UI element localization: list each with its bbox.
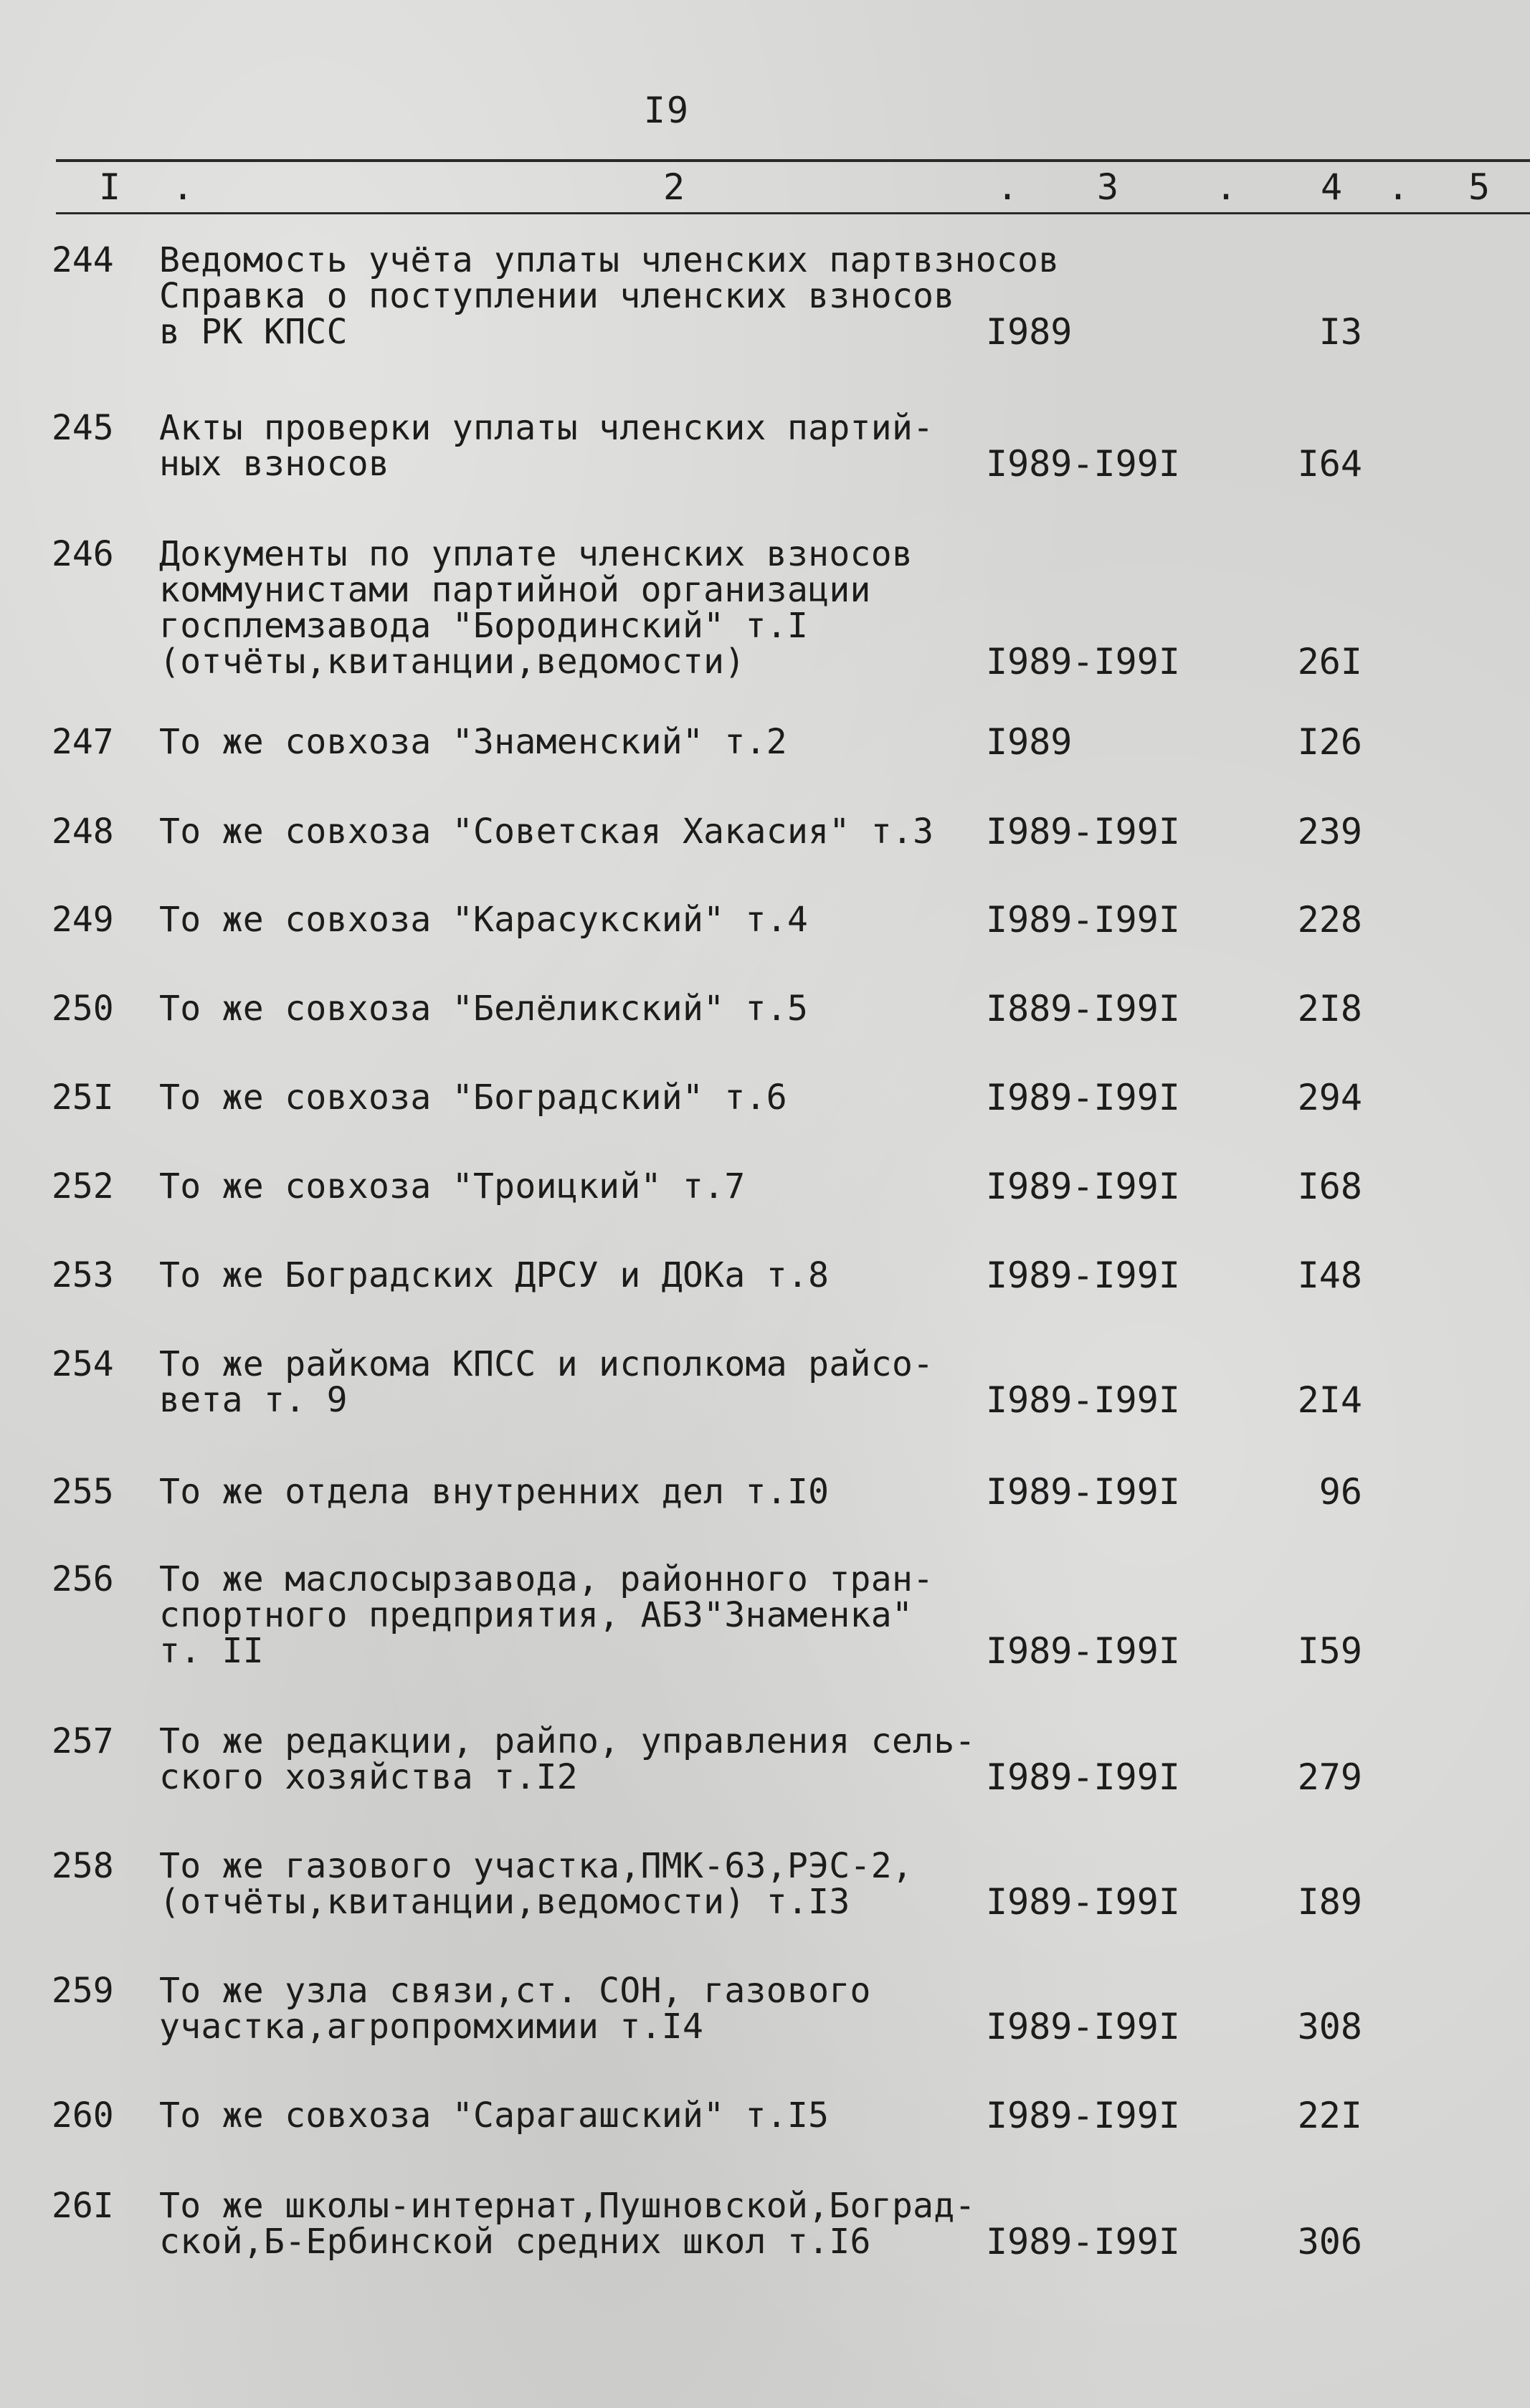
item-number: 249 — [52, 900, 114, 940]
item-sheet-count: 306 — [1297, 2221, 1362, 2262]
item-number: 245 — [52, 408, 114, 448]
item-description — [159, 724, 1005, 760]
item-description — [159, 1848, 1005, 1920]
item-number: 252 — [52, 1166, 114, 1207]
description-line: в РК КПСС — [159, 312, 348, 352]
description-line: То же совхоза "Знаменский" т.2 — [159, 722, 787, 762]
description-line: То же маслосырзавода, районного тран- — [159, 1559, 934, 1599]
item-description — [159, 1973, 1005, 2045]
description-line: То же газового участка,ПМК-63,РЭС-2, — [159, 1846, 913, 1886]
item-number: 259 — [52, 1971, 114, 2011]
item-years: I989-I99I — [986, 2006, 1180, 2047]
item-description — [159, 1166, 1005, 1207]
item-years: I989-I99I — [986, 1166, 1180, 1207]
description-line: То же совхоза "Карасукский" т.4 — [159, 900, 809, 940]
item-years: I989-I99I — [986, 899, 1180, 941]
description-line: коммунистами партийной организации — [159, 570, 871, 610]
item-sheet-count: I89 — [1297, 1881, 1362, 1923]
item-description — [159, 991, 1005, 1027]
description-line: ской,Б-Ербинской средних школ т.I6 — [159, 2222, 871, 2262]
description-line: ных взносов — [159, 444, 390, 484]
item-description — [159, 2188, 1005, 2260]
item-description — [159, 536, 1005, 680]
item-sheet-count: 294 — [1297, 1077, 1362, 1118]
description-line: То же школы-интернат,Пушновской,Боград- — [159, 2186, 976, 2226]
description-line: То же райкома КПСС и исполкома райсо- — [159, 1344, 934, 1384]
item-number: 258 — [52, 1846, 114, 1886]
item-sheet-count: 228 — [1297, 899, 1362, 941]
column-header-2: 2 — [663, 166, 685, 208]
column-header-5: 5 — [1468, 166, 1491, 208]
item-number: 25I — [52, 1077, 114, 1118]
column-separator: . — [1387, 166, 1410, 208]
description-line: Акты проверки уплаты членских партий- — [159, 408, 934, 448]
item-number: 244 — [52, 240, 114, 280]
header-rule-bottom — [56, 212, 1530, 214]
item-description — [159, 1561, 1005, 1669]
item-description — [159, 1077, 1005, 1118]
item-number: 246 — [52, 534, 114, 574]
item-sheet-count: I59 — [1297, 1630, 1362, 1672]
description-line: Ведомость учёта уплаты членских партвзносов — [159, 240, 1060, 280]
description-line: (отчёты,квитанции,ведомости) т.I3 — [159, 1882, 850, 1922]
item-sheet-count: I26 — [1297, 721, 1362, 763]
description-line: участка,агропромхимии т.I4 — [159, 2007, 704, 2047]
item-sheet-count: I3 — [1318, 311, 1362, 353]
item-years: I889-I99I — [986, 988, 1180, 1029]
item-description — [159, 1723, 1005, 1795]
item-years: I989-I99I — [986, 811, 1180, 852]
description-line: госплемзавода "Бородинский" т.I — [159, 606, 809, 646]
item-number: 253 — [52, 1255, 114, 1295]
item-description — [159, 902, 1005, 938]
description-line: То же отдела внутренних дел т.I0 — [159, 1472, 830, 1512]
item-description — [159, 2095, 1005, 2136]
column-header-4: 4 — [1321, 166, 1343, 208]
item-number: 255 — [52, 1472, 114, 1512]
column-separator: . — [1215, 166, 1237, 208]
item-description — [159, 1474, 1005, 1510]
item-number: 254 — [52, 1344, 114, 1384]
item-number: 247 — [52, 722, 114, 762]
item-years: I989-I99I — [986, 1255, 1180, 1296]
description-line: вета т. 9 — [159, 1380, 348, 1420]
column-separator: . — [172, 166, 194, 208]
item-number: 256 — [52, 1559, 114, 1599]
description-line: То же совхоза "Троицкий" т.7 — [159, 1166, 746, 1207]
item-description — [159, 410, 1005, 482]
item-sheet-count: I48 — [1297, 1255, 1362, 1296]
item-sheet-count: 2I8 — [1297, 988, 1362, 1029]
item-sheet-count: 2I4 — [1297, 1379, 1362, 1421]
item-years: I989-I99I — [986, 443, 1180, 485]
description-line: Справка о поступлении членских взносов — [159, 276, 955, 316]
item-sheet-count: 308 — [1297, 2006, 1362, 2047]
column-separator: . — [997, 166, 1019, 208]
description-line: То же узла связи,ст. СОН, газового — [159, 1971, 871, 2011]
item-sheet-count: 22I — [1297, 2095, 1362, 2136]
description-line: То же совхоза "Белёликский" т.5 — [159, 989, 809, 1029]
column-header-1: I — [99, 166, 121, 208]
item-sheet-count: 26I — [1297, 641, 1362, 682]
item-number: 26I — [52, 2186, 114, 2226]
item-years: I989 — [986, 311, 1073, 353]
description-line: То же Боградских ДРСУ и ДОКа т.8 — [159, 1255, 830, 1295]
item-description — [159, 814, 1005, 850]
item-description — [159, 1257, 1005, 1293]
item-number: 250 — [52, 989, 114, 1029]
page-number: I9 — [643, 90, 690, 131]
item-years: I989-I99I — [986, 2095, 1180, 2136]
item-years: I989-I99I — [986, 1471, 1180, 1513]
column-header-3: 3 — [1097, 166, 1119, 208]
description-line: То же совхоза "Боградский" т.6 — [159, 1077, 787, 1118]
item-number: 248 — [52, 812, 114, 852]
description-line: спортного предприятия, АБЗ"Знаменка" — [159, 1595, 913, 1635]
description-line: т. II — [159, 1631, 264, 1671]
description-line: То же редакции, райпо, управления сель- — [159, 1721, 976, 1761]
item-years: I989-I99I — [986, 1630, 1180, 1672]
description-line: Документы по уплате членских взносов — [159, 534, 913, 574]
description-line: (отчёты,квитанции,ведомости) — [159, 642, 746, 682]
description-line: То же совхоза "Сарагашский" т.I5 — [159, 2095, 830, 2136]
item-sheet-count: 96 — [1318, 1471, 1362, 1513]
item-years: I989-I99I — [986, 1077, 1180, 1118]
item-sheet-count: I68 — [1297, 1166, 1362, 1207]
item-number: 260 — [52, 2095, 114, 2136]
item-sheet-count: 279 — [1297, 1756, 1362, 1798]
item-number: 257 — [52, 1721, 114, 1761]
item-sheet-count: 239 — [1297, 811, 1362, 852]
description-line: То же совхоза "Советская Хакасия" т.3 — [159, 812, 934, 852]
item-sheet-count: I64 — [1297, 443, 1362, 485]
item-years: I989 — [986, 721, 1073, 763]
item-years: I989-I99I — [986, 641, 1180, 682]
header-rule-top — [56, 159, 1530, 162]
description-line: ского хозяйства т.I2 — [159, 1757, 578, 1797]
item-years: I989-I99I — [986, 1379, 1180, 1421]
item-years: I989-I99I — [986, 1756, 1180, 1798]
item-years: I989-I99I — [986, 2221, 1180, 2262]
item-years: I989-I99I — [986, 1881, 1180, 1923]
item-description — [159, 1346, 1005, 1418]
